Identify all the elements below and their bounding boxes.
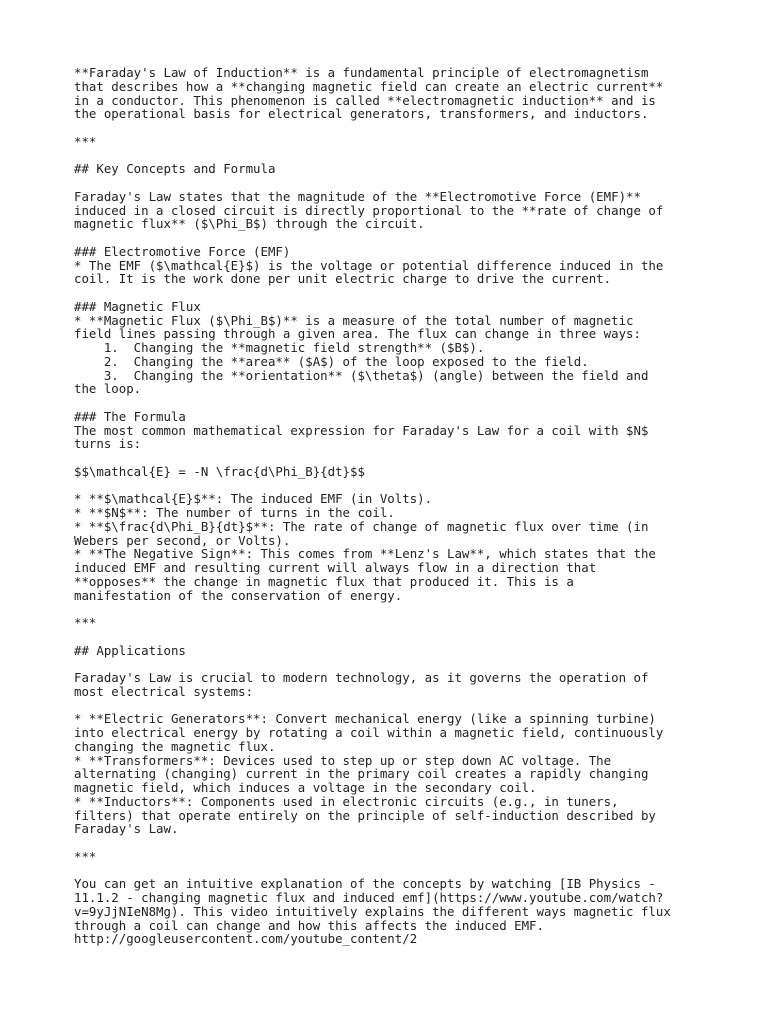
document-line — [74, 121, 671, 135]
document-line — [74, 176, 671, 190]
document-line: manifestation of the conservation of energy. — [74, 587, 403, 603]
document-line — [74, 396, 671, 410]
document-line: **opposes** the change in magnetic flux that produced it. This is a — [74, 573, 574, 589]
document-line: turns is: — [74, 436, 142, 452]
document-line: * **$\mathcal{E}$**: The induced EMF (in Volts). — [74, 491, 433, 507]
document-line: most electrical systems: — [74, 683, 254, 699]
document-line: changing the magnetic flux. — [74, 738, 276, 754]
document-line: * The EMF ($\mathcal{E}$) is the voltage or potential difference induced in the — [74, 257, 664, 273]
document-line: *** — [74, 133, 97, 149]
document-line: filters) that operate entirely on the principle of self-induction described by — [74, 807, 656, 823]
document-line: magnetic flux** ($\Phi_B$) through the circuit. — [74, 216, 425, 232]
document-line: * **Inductors**: Components used in electronic circuits (e.g., in tuners, — [74, 793, 619, 809]
document-line: You can get an intuitive explanation of the concepts by watching [IB Physics - — [74, 876, 656, 892]
document-line: * **$N$**: The number of turns in the coil. — [74, 505, 395, 520]
document-line — [74, 451, 671, 465]
document-line — [74, 630, 671, 644]
document-line: in a conductor. This phenomenon is called **electromagnetic induction** and is — [74, 92, 656, 108]
document-line: ## Key Concepts and Formula — [74, 161, 276, 177]
document-line: * **Magnetic Flux ($\Phi_B$)** is a measure of the total number of magnetic — [74, 312, 634, 328]
document-line: Webers per second, or Volts). — [74, 532, 291, 548]
document-line: into electrical energy by rotating a coil within a magnetic field, continuously — [74, 725, 664, 740]
document-line: **Faraday's Law of Induction** is a fundamental principle of electromagnetism — [74, 65, 649, 80]
document-line: coil. It is the work done per unit electric charge to drive the current. — [74, 271, 612, 287]
document-line: induced in a closed circuit is directly proportional to the **rate of change of — [74, 202, 664, 218]
document-line: Faraday's Law states that the magnitude of the **Electromotive Force (EMF)** — [74, 188, 641, 204]
document-line: * **Transformers**: Devices used to step up or step down AC voltage. The — [74, 752, 612, 768]
document-line: * **The Negative Sign**: This comes from **Lenz's Law**, which states that the — [74, 546, 656, 562]
document-line — [74, 836, 671, 850]
document-line — [74, 479, 671, 493]
document-line: magnetic field, which induces a voltage in the secondary coil. — [74, 780, 537, 795]
document-line: Faraday's Law is crucial to modern technology, as it governs the operation of — [74, 670, 649, 685]
document-line: ### The Formula — [74, 408, 186, 424]
document-body — [74, 66, 671, 946]
document-line: * **Electric Generators**: Convert mechanical energy (like a spinning turbine) — [74, 711, 656, 727]
document-line: ## Applications — [74, 642, 186, 658]
document-line — [74, 149, 671, 163]
document-line: $$\mathcal{E} = -N \frac{d\Phi_B}{dt}$$ — [74, 463, 365, 479]
document-line: The most common mathematical expression for Faraday's Law for a coil with $N$ — [74, 422, 649, 438]
document-line: 2. Changing the **area** ($A$) of the loop exposed to the field. — [74, 353, 589, 369]
document-line — [74, 286, 671, 300]
document-line — [74, 864, 671, 878]
document-line: *** — [74, 615, 97, 630]
document-line: through a coil can change and how this affects the induced EMF. — [74, 917, 544, 933]
document-line: Faraday's Law. — [74, 821, 179, 837]
document-line — [74, 657, 671, 671]
document-line: 11.1.2 - changing magnetic flux and induced emf](https://www.youtube.com/watch? — [74, 890, 664, 905]
document-line: ### Electromotive Force (EMF) — [74, 243, 291, 259]
document-line — [74, 602, 671, 616]
document-line: *** — [74, 848, 97, 864]
document-line — [74, 699, 671, 713]
document-line: that describes how a **changing magnetic field can create an electric current** — [74, 78, 664, 94]
document-line: alternating (changing) current in the primary coil creates a rapidly changing — [74, 766, 649, 782]
document-line — [74, 231, 671, 245]
document-line: v=9yJjNIeN8Mg). This video intuitively explains the different ways magnetic flux — [74, 903, 671, 919]
document-line: the operational basis for electrical generators, transformers, and inductors. — [74, 106, 649, 122]
document-line: field lines passing through a given area. The flux can change in three ways: — [74, 326, 641, 342]
document-line: ### Magnetic Flux — [74, 298, 201, 314]
document-line: the loop. — [74, 381, 142, 397]
document-line: 1. Changing the **magnetic field strength** ($B$). — [74, 340, 485, 355]
document-line: 3. Changing the **orientation** ($\theta$) (angle) between the field and — [74, 367, 649, 383]
document-line: * **$\frac{d\Phi_B}{dt}$**: The rate of change of magnetic flux over time (in — [74, 518, 649, 534]
document-line: http://googleusercontent.com/youtube_content/2 — [74, 931, 418, 947]
document-line: induced EMF and resulting current will always flow in a direction that — [74, 560, 597, 575]
